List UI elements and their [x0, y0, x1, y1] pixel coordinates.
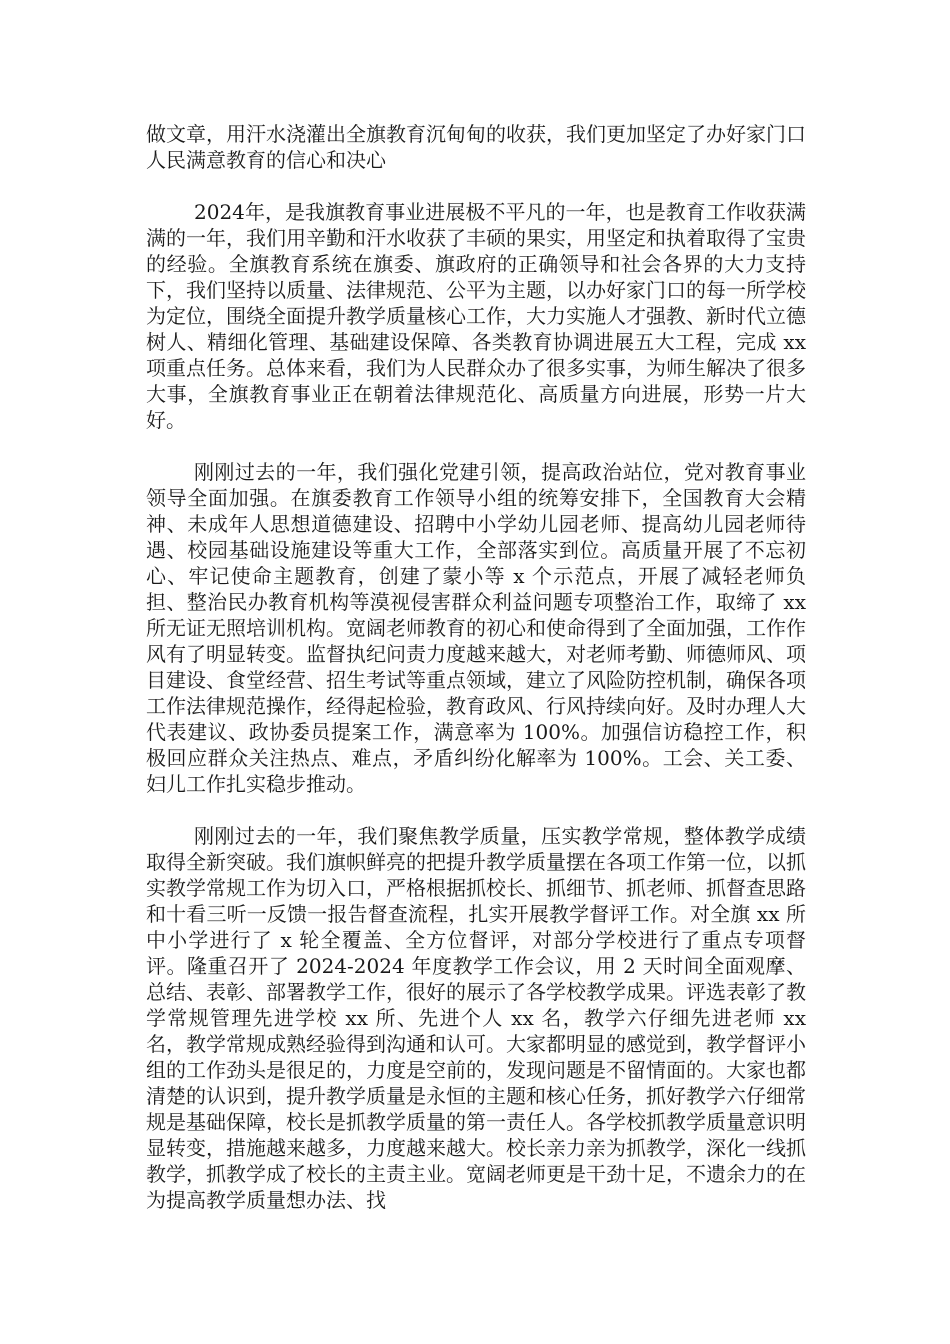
paragraph-party-building: 刚刚过去的一年，我们强化党建引领，提高政治站位，党对教育事业领导全面加强。在旗委教育工作领导小组的统筹安排下，全国教育大会精神、未成年人思想道德建设、招聘中小学幼儿园老师、提高幼儿园老师待遇、校园基础设施建设等重大工作，全部落实到位。高质量开展了不忘初心、牢记使命主题教育，创建了蒙小等 x 个示范点，开展了减轻老师负担、整治民办教育机构等漠视侵害群众利益问题专项整治工作，取缔了 xx 所无证无照培训机构。宽阔老师教育的初心和使命得到了全面加强，工作作风有了明显转变。监督执纪问责力度越来越大，对老师考勤、师德师风、项目建设、食堂经营、招生考试等重点领域，建立了风险防控机制，确保各项工作法律规范操作，经得起检验，教育政风、行风持续向好。及时办理人大代表建议、政协委员提案工作，满意率为 100%。加强信访稳控工作，积极回应群众关注热点、难点，矛盾纠纷化解率为 100%。工会、关工委、妇儿工作扎实稳步推动。: [146, 460, 806, 796]
document-body: [146, 121, 806, 1239]
paragraph-teaching-quality: 刚刚过去的一年，我们聚焦教学质量，压实教学常规，整体教学成绩取得全新突破。我们旗帜鲜亮的把提升教学质量摆在各项工作第一位，以抓实教学常规工作为切入口，严格根据抓校长、抓细节、抓老师、抓督查思路和十看三听一反馈一报告督查流程，扎实开展教学督评工作。对全旗 xx 所中小学进行了 x 轮全覆盖、全方位督评，对部分学校进行了重点专项督评。隆重召开了 2024-2024 年度教学工作会议，用 2 天时间全面观摩、总结、表彰、部署教学工作，很好的展示了各学校教学成果。评选表彰了教学常规管理先进学校 xx 所、先进个人 xx 名，教学六仔细先进老师 xx 名，教学常规成熟经验得到沟通和认可。大家都明显的感觉到，教学督评小组的工作劲头是很足的，力度是空前的，发现问题是不留情面的。大家也都清楚的认识到，提升教学质量是永恒的主题和核心任务，抓好教学六仔细常规是基础保障，校长是抓教学质量的第一责任人。各学校抓教学质量意识明显转变，措施越来越多，力度越来越大。校长亲力亲为抓教学，深化一线抓教学，抓教学成了校长的主责主业。宽阔老师更是干劲十足，不遗余力的在为提高教学质量想办法、找: [146, 824, 806, 1212]
paragraph-2024-summary: 2024年，是我旗教育事业进展极不平凡的一年，也是教育工作收获满满的一年，我们用辛勤和汗水收获了丰硕的果实，用坚定和执着取得了宝贵的经验。全旗教育系统在旗委、旗政府的正确领导和社会各界的大力支持下，我们坚持以质量、法律规范、公平为主题，以办好家门口的每一所学校为定位，围绕全面提升教学质量核心工作，大力实施人才强教、新时代立德树人、精细化管理、基础建设保障、各类教育协调进展五大工程，完成 xx 项重点任务。总体来看，我们为人民群众办了很多实事，为师生解决了很多大事，全旗教育事业正在朝着法律规范化、高质量方向进展，形势一片大好。: [146, 200, 806, 432]
paragraph-continuation: 做文章，用汗水浇灌出全旗教育沉甸甸的收获，我们更加坚定了办好家门口人民满意教育的信心和决心: [146, 122, 806, 172]
